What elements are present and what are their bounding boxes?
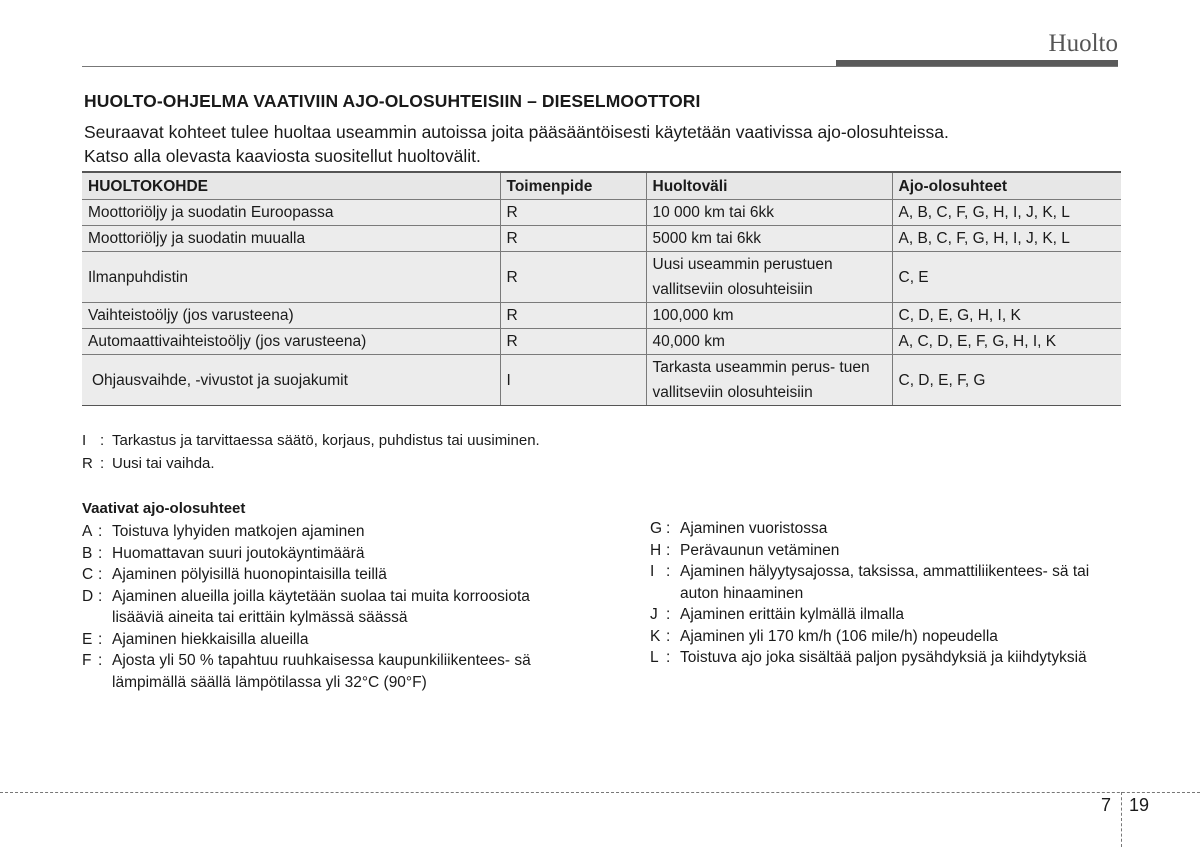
header-action: Toimenpide bbox=[500, 172, 646, 200]
condition-text: Ajaminen hiekkaisilla alueilla bbox=[112, 630, 309, 648]
cell-conditions: A, C, D, E, F, G, H, I, K bbox=[892, 329, 1121, 355]
condition-text: Ajaminen erittäin kylmällä ilmalla bbox=[680, 606, 904, 623]
cell-action: R bbox=[500, 252, 646, 303]
condition-code: J bbox=[650, 606, 658, 623]
condition-text: Ajaminen yli 170 km/h (106 mile/h) nopeudella bbox=[680, 627, 998, 645]
intro-line-2: Katso alla olevasta kaaviosta suositellut huoltovälit. bbox=[84, 146, 481, 166]
footer-dashed-rule bbox=[0, 792, 1200, 793]
table-header-row bbox=[82, 172, 1121, 200]
condition-separator: : bbox=[666, 563, 671, 580]
conditions-list-right bbox=[650, 518, 1130, 669]
condition-text: Toistuva ajo joka sisältää paljon pysähdyksiä ja kiihdytyksiä bbox=[680, 649, 1087, 666]
header-interval: Huoltoväli bbox=[646, 172, 892, 200]
condition-item bbox=[82, 521, 602, 543]
footer-divider bbox=[1121, 792, 1122, 847]
cell-interval: 100,000 km bbox=[646, 303, 892, 329]
cell-item: Vaihteistoöljy (jos varusteena) bbox=[82, 303, 500, 329]
legend-text: Tarkastus ja tarvittaessa säätö, korjaus, puhdistus tai uusiminen. bbox=[112, 432, 540, 449]
condition-text: Ajaminen hälyytysajossa, taksissa, ammattiliikentees- sä tai auton hinaaminen bbox=[680, 563, 1090, 602]
condition-text: Ajaminen vuoristossa bbox=[680, 520, 828, 537]
condition-code: F bbox=[82, 652, 92, 669]
cell-action: R bbox=[500, 303, 646, 329]
header-conditions: Ajo-olosuhteet bbox=[892, 172, 1121, 200]
condition-item bbox=[650, 604, 1130, 626]
abbreviation-legend bbox=[82, 429, 540, 475]
table-row bbox=[82, 329, 1121, 355]
cell-interval: 5000 km tai 6kk bbox=[646, 226, 892, 252]
cell-interval: Uusi useammin perustuen vallitseviin olosuhteisiin bbox=[646, 252, 892, 303]
condition-item bbox=[650, 540, 1130, 562]
condition-item bbox=[650, 647, 1130, 669]
condition-separator: : bbox=[98, 587, 103, 605]
cell-action: R bbox=[500, 329, 646, 355]
page-number: 19 bbox=[1129, 795, 1150, 815]
cell-interval: 10 000 km tai 6kk bbox=[646, 200, 892, 226]
condition-separator: : bbox=[98, 652, 103, 669]
condition-separator: : bbox=[666, 541, 671, 559]
condition-code: C bbox=[82, 566, 94, 583]
legend-separator: : bbox=[100, 455, 105, 472]
legend-item bbox=[82, 452, 540, 475]
conditions-list-left bbox=[82, 521, 602, 693]
table-row bbox=[82, 200, 1121, 226]
cell-item: Ilmanpuhdistin bbox=[82, 252, 500, 303]
condition-separator: : bbox=[666, 606, 671, 623]
maintenance-table bbox=[82, 171, 1121, 406]
chapter-number: 7 bbox=[1101, 795, 1112, 815]
condition-item bbox=[650, 626, 1130, 648]
condition-text: Huomattavan suuri joutokäyntimäärä bbox=[112, 544, 365, 562]
section-title: HUOLTO-OHJELMA VAATIVIIN AJO-OLOSUHTEISIIN – DIESELMOOTTORI bbox=[84, 91, 701, 111]
legend-code: R bbox=[82, 455, 93, 472]
header-item: HUOLTOKOHDE bbox=[82, 172, 500, 200]
condition-separator: : bbox=[98, 566, 103, 583]
condition-item bbox=[82, 564, 602, 586]
cell-item: Moottoriöljy ja suodatin Euroopassa bbox=[82, 200, 500, 226]
condition-separator: : bbox=[98, 523, 103, 540]
condition-text: Ajaminen pölyisillä huonopintaisilla teillä bbox=[112, 566, 387, 583]
condition-code: B bbox=[82, 544, 93, 562]
table-row bbox=[82, 252, 1121, 303]
cell-conditions: A, B, C, F, G, H, I, J, K, L bbox=[892, 200, 1121, 226]
condition-separator: : bbox=[666, 649, 671, 666]
condition-separator: : bbox=[98, 544, 103, 562]
cell-action: R bbox=[500, 200, 646, 226]
legend-text: Uusi tai vaihda. bbox=[112, 455, 215, 472]
cell-interval: 40,000 km bbox=[646, 329, 892, 355]
condition-item bbox=[650, 518, 1130, 540]
condition-item bbox=[82, 629, 602, 651]
condition-text: Perävaunun vetäminen bbox=[680, 541, 840, 559]
condition-code: I bbox=[650, 563, 655, 580]
condition-code: E bbox=[82, 630, 93, 648]
cell-interval: Tarkasta useammin perus- tuen vallitseviin olosuhteisiin bbox=[646, 355, 892, 406]
cell-conditions: C, D, E, F, G bbox=[892, 355, 1121, 406]
condition-code: K bbox=[650, 627, 661, 645]
cell-action: R bbox=[500, 226, 646, 252]
cell-item: Ohjausvaihde, -vivustot ja suojakumit bbox=[82, 355, 500, 406]
cell-conditions: A, B, C, F, G, H, I, J, K, L bbox=[892, 226, 1121, 252]
table-row bbox=[82, 226, 1121, 252]
condition-text: Ajaminen alueilla joilla käytetään suolaa tai muita korroosiota lisääviä aineita tai erittäin kylmässä säässä bbox=[112, 587, 530, 626]
cell-conditions: C, D, E, G, H, I, K bbox=[892, 303, 1121, 329]
condition-code: H bbox=[650, 541, 662, 559]
header-rule-thin bbox=[82, 66, 1118, 67]
condition-separator: : bbox=[98, 630, 103, 648]
intro-paragraph bbox=[84, 120, 1124, 168]
cell-action: I bbox=[500, 355, 646, 406]
condition-text: Ajosta yli 50 % tapahtuu ruuhkaisessa kaupunkiliikentees- sä lämpimällä säällä lämpötilassa yli 32°C (90°F) bbox=[112, 652, 531, 691]
condition-code: G bbox=[650, 520, 663, 537]
condition-code: L bbox=[650, 649, 659, 666]
condition-separator: : bbox=[666, 520, 671, 537]
condition-item bbox=[650, 561, 1130, 604]
condition-item bbox=[82, 650, 602, 693]
intro-line-1: Seuraavat kohteet tulee huoltaa useammin autoissa joita pääsääntöisesti käytetään vaativissa ajo-olosuhteissa. bbox=[84, 122, 949, 142]
legend-item bbox=[82, 429, 540, 452]
table-row bbox=[82, 355, 1121, 406]
condition-code: D bbox=[82, 587, 94, 605]
running-header-title: Huolto bbox=[1048, 30, 1118, 57]
condition-separator: : bbox=[666, 627, 671, 645]
condition-item bbox=[82, 543, 602, 565]
legend-separator: : bbox=[100, 432, 105, 449]
condition-text: Toistuva lyhyiden matkojen ajaminen bbox=[112, 523, 365, 540]
cell-item: Moottoriöljy ja suodatin muualla bbox=[82, 226, 500, 252]
legend-code: I bbox=[82, 432, 87, 449]
cell-conditions: C, E bbox=[892, 252, 1121, 303]
condition-item bbox=[82, 586, 602, 629]
condition-code: A bbox=[82, 523, 93, 540]
table-row bbox=[82, 303, 1121, 329]
conditions-title: Vaativat ajo-olosuhteet bbox=[82, 500, 246, 517]
cell-item: Automaattivaihteistoöljy (jos varusteena) bbox=[82, 329, 500, 355]
